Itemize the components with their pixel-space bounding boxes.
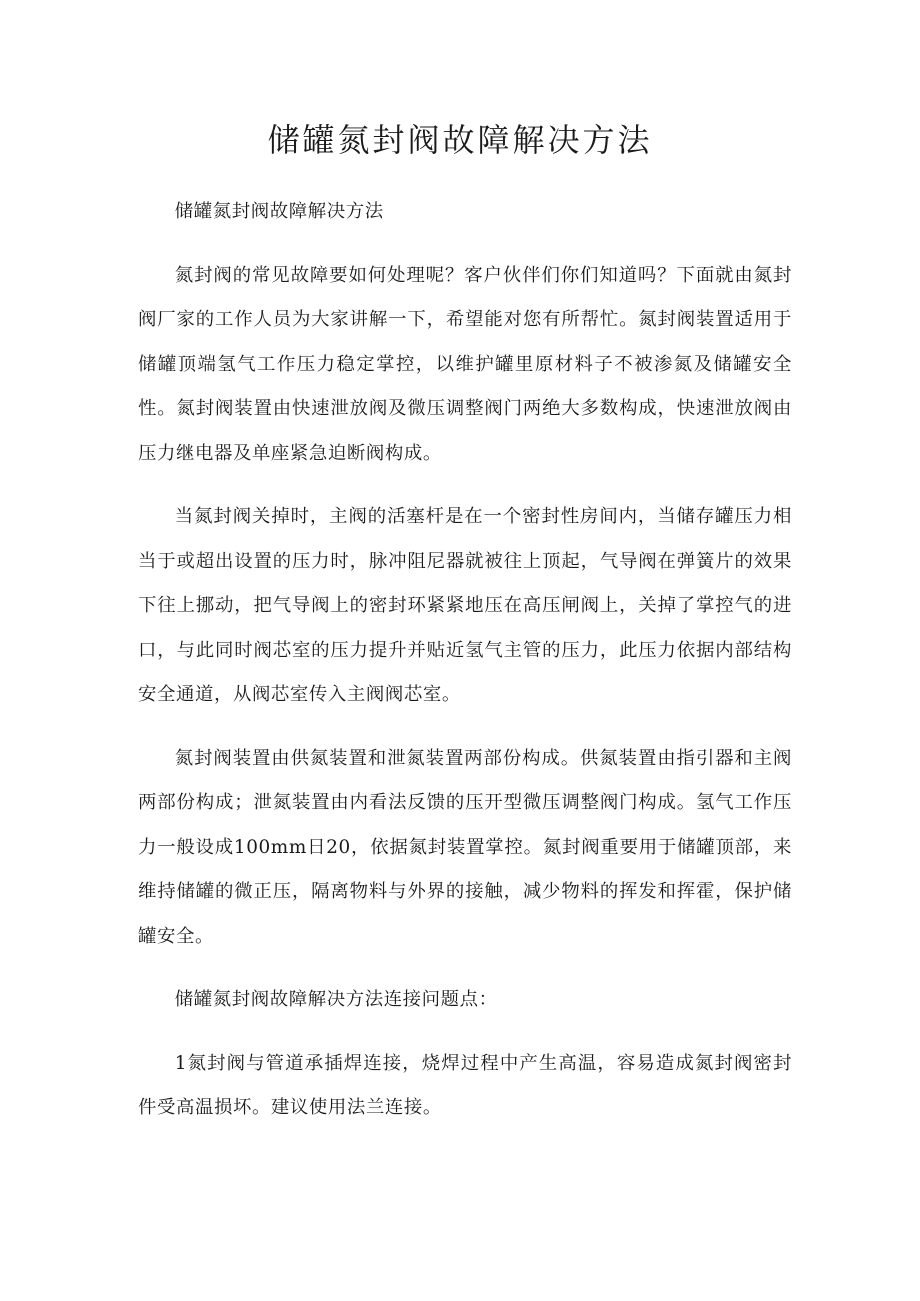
paragraph-connection-heading: 储罐氮封阀故障解决方法连接问题点：: [174, 989, 498, 1010]
document-body: [138, 190, 792, 1150]
document-title: 储罐氮封阀故障解决方法: [267, 121, 653, 159]
paragraph-working-principle: 当氮封阀关掉时，主阀的活塞杆是在一个密封性房间内，当储存罐压力相当于或超出设置的压力时，脉冲阻尼器就被往上顶起，气导阀在弹簧片的效果下往上挪动，把气导阀上的密封环紧紧地压在高压闸阀上，关掉了掌控气的进口，与此同时阀芯室的压力提升并贴近氢气主管的压力，此压力依据内部结构安全通道，从阀芯室传入主阀阀芯室。: [138, 506, 792, 705]
paragraph-connection-item-1: 1氮封阀与管道承插焊连接，烧焊过程中产生高温，容易造成氮封阀密封件受高温损坏。建议使用法兰连接。: [138, 1052, 792, 1118]
paragraph-device-composition: 氮封阀装置由供氮装置和泄氮装置两部份构成。供氮装置由指引器和主阀两部份构成；泄氮装置由内看法反馈的压开型微压调整阀门构成。氢气工作压力一般设成100mm日20，依据氮封装置掌控。氮封阀重要用于储罐顶部，来维持储罐的微正压，隔离物料与外界的接触，减少物料的挥发和挥霍，保护储罐安全。: [138, 747, 792, 947]
paragraph-intro: 氮封阀的常见故障要如何处理呢？客户伙伴们你们知道吗？下面就由氮封阀厂家的工作人员为大家讲解一下，希望能对您有所帮忙。氮封阀装置适用于储罐顶端氢气工作压力稳定掌控，以维护罐里原材料子不被渗氮及储罐安全性。氮封阀装置由快速泄放阀及微压调整阀门两绝大多数构成，快速泄放阀由压力继电器及单座紧急迫断阀构成。: [138, 264, 792, 464]
paragraph-subtitle: 储罐氮封阀故障解决方法: [174, 201, 384, 222]
